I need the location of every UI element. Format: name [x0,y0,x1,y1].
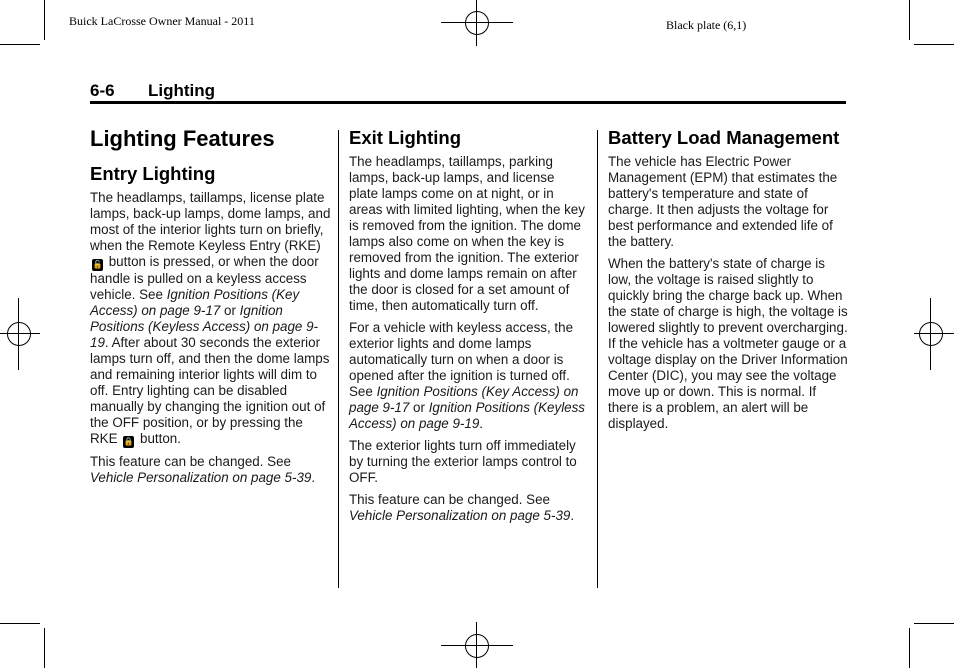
text: This feature can be changed. See [349,492,550,507]
paragraph [349,492,585,524]
registration-line [476,0,477,46]
text: This feature can be changed. See [90,454,291,469]
header-rule [90,101,846,104]
cross-reference-link[interactable]: Vehicle Personalization on page 5-39 [349,508,571,523]
registration-line [441,22,513,23]
registration-mark-icon [7,322,31,346]
registration-line [914,333,954,334]
crop-mark [44,628,45,668]
plate-label: Black plate (6,1) [666,18,747,32]
text: For a vehicle with keyless access, the exterior lights and dome lamps automatically turn on when a door is opened after the ignition is turned off. See [349,320,574,399]
heading-entry-lighting: Entry Lighting [90,163,216,184]
column-exit-lighting [349,124,585,530]
paragraph: The vehicle has Electric Power Management (EPM) that estimates the battery's temperature and state of charge. It then adjusts the voltage for best performance and extended life of the battery. [608,154,838,249]
crop-mark [44,0,45,40]
text: . [479,416,483,431]
column-divider [338,130,339,588]
cross-reference-link[interactable]: Vehicle Personalization on page 5-39 [90,470,312,485]
cross-reference-link[interactable]: Ignition Positions (Keyless Access) on page 9-19 [90,303,318,350]
crop-mark [914,623,954,624]
text: or [413,400,425,415]
crop-mark [909,0,910,40]
registration-line [0,333,40,334]
page-title: Lighting Features [90,126,275,151]
section-title: Lighting [148,81,216,100]
text: . [311,470,316,485]
paragraph [90,190,332,448]
text: or [224,303,236,318]
registration-mark-icon [465,11,489,35]
paragraph: The headlamps, taillamps, parking lamps, back-up lamps, and license plate lamps come on at night, or in areas with limited lighting, when the key is removed from the ignition. The dome lamps also come on when the key is removed from the ignition. The exterior lights and dome lamps remain on after the door is closed for a set amount of time, then automatically turn off. [349,154,585,313]
section-number: 6-6 [90,81,115,100]
running-header [90,81,215,101]
registration-mark-icon [919,322,943,346]
crop-mark [909,628,910,668]
cross-reference-link[interactable]: Ignition Positions (Key Access) on page 9-17 [90,287,300,318]
text: . After about 30 seconds the exterior lamps turn off, and then the dome lamps and remaining interior lights will dim to off. Entry lighting can be disabled manually by changing the ignition out of the OFF position, or by pressing the RKE [90,335,330,446]
registration-mark-icon [465,634,489,658]
paragraph [90,454,332,486]
cross-reference-link[interactable]: Ignition Positions (Key Access) on page 9-17 [349,384,579,415]
cross-reference-link[interactable]: Ignition Positions (Keyless Access) on page 9-19 [349,400,586,431]
column-entry-lighting [90,124,332,492]
registration-line [476,622,477,668]
column-divider [597,130,598,588]
manual-title: Buick LaCrosse Owner Manual - 2011 [69,14,255,28]
crop-mark [914,44,954,45]
registration-line [18,298,19,370]
paragraph [349,320,585,432]
registration-line [930,298,931,370]
paragraph: The exterior lights turn off immediately by turning the exterior lamps control to OFF. [349,438,577,485]
lock-icon: 🔒 [123,437,134,446]
text: . [570,508,575,523]
registration-line [441,645,513,646]
text: button. [140,431,181,446]
crop-mark [0,44,40,45]
crop-mark [0,623,40,624]
heading-battery-load-management: Battery Load Management [608,127,840,148]
unlock-icon: 🔓 [92,260,103,269]
heading-exit-lighting: Exit Lighting [349,127,462,148]
column-battery-load [608,124,848,438]
text: button is pressed, or when the door handle is pulled on a keyless access vehicle. See [90,254,319,302]
paragraph: When the battery's state of charge is low, the voltage is raised slightly to quickly bring the charge back up. When the state of charge is high, the voltage is lowered slightly to prevent overcharging. If the vehicle has a voltmeter gauge or a voltage display on the Driver Information Center (DIC), you may see the voltage move up or down. This is normal. If there is a problem, an alert will be displayed. [608,256,848,431]
text: The headlamps, taillamps, license plate lamps, back-up lamps, dome lamps, and most of the interior lights turn on briefly, when the Remote Keyless Entry (RKE) [90,190,331,253]
